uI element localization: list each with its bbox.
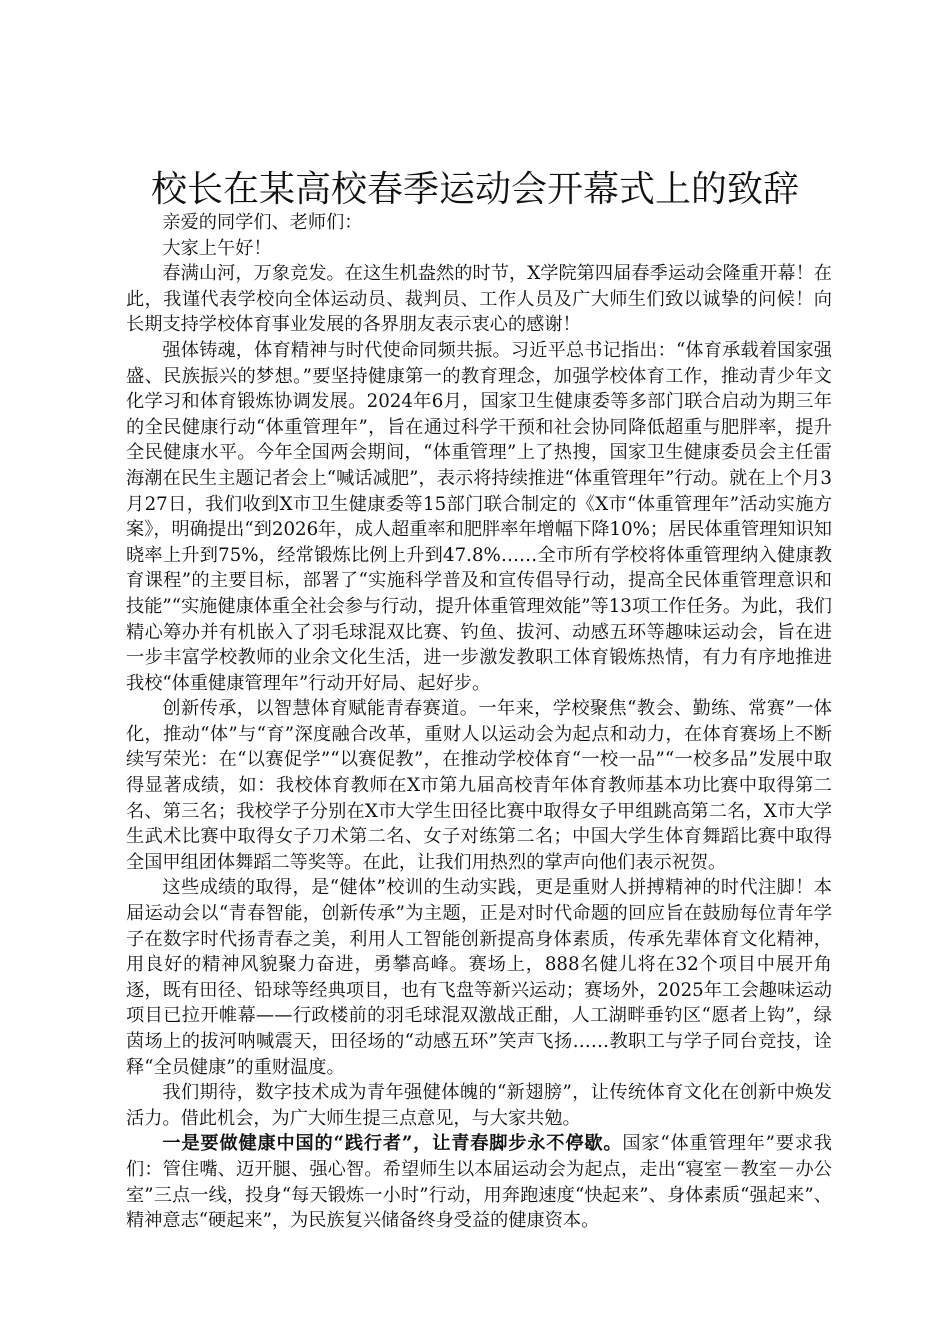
paragraph-point-one — [126, 1131, 832, 1233]
paragraph-sports-spirit: 强体铸魂，体育精神与时代使命同频共振。习近平总书记指出：“体育承载着国家强盛、民族振兴的梦想。”要坚持健康第一的教育理念，加强学校体育工作，推动青少年文化学习和体育锻炼协调发展。2024年6月，国家卫生健康委等多部门联合启动为期三年的全民健康行动“体重管理年”，旨在通过科学干预和社会协同降低超重与肥胖率，提升全民健康水平。今年全国两会期间，“体重管理”上了热搜，国家卫生健康委员会主任雷海潮在民生主题记者会上“喊话减肥”，表示将持续推进“体重管理年”行动。就在上个月3月27日，我们收到X市卫生健康委等15部门联合制定的《X市“体重管理年”活动实施方案》，明确提出“到2026年，成人超重率和肥胖率年增幅下降10%；居民体重管理知识知晓率上升到75%，经常锻炼比例上升到47.8%……全市所有学校将体重管理纳入健康教育课程”的主要目标，部署了“实施科学普及和宣传倡导行动，提高全民体重管理意识和技能”“实施健康体重全社会参与行动，提升体重管理效能”等13项工作任务。为此，我们精心筹办并有机嵌入了羽毛球混双比赛、钓鱼、拔河、动感五环等趣味运动会，旨在进一步丰富学校教师的业余文化生活，进一步激发教职工体育锻炼热情，有力有序地推进我校“体重健康管理年”行动开好局、起好步。 — [126, 339, 832, 694]
point-one-lead: 一是要做健康中国的“践行者”，让青春脚步永不停歇。 — [162, 1133, 623, 1155]
paragraph-opening: 春满山河，万象竞发。在这生机盎然的时节，X学院第四届春季运动会隆重开幕！在此，我谨代表学校向全体运动员、裁判员、工作人员及广大师生们致以诚挚的问候！向长期支持学校体育事业发展的各界朋友表示衷心的感谢！ — [126, 263, 832, 336]
greeting: 大家上午好！ — [162, 237, 272, 259]
document-body — [126, 210, 832, 1234]
salutation: 亲爱的同学们、老师们： — [162, 212, 363, 233]
point-one-text: 国家“体重管理年”要求我们：管住嘴、迈开腿、强心智。希望师生以本届运动会为起点，走出“寝室－教室－办公室”三点一线，投身“每天锻炼一小时”行动，用奔跑速度“快起来”、身体素质“强起来”、精神意志“硬起来”，为民族复兴储备终身受益的健康资本。 — [126, 1133, 832, 1232]
paragraph-achievements: 创新传承，以智慧体育赋能青春赛道。一年来，学校聚焦“教会、勤练、常赛”一体化，推动“体”与“育”深度融合改革，重财人以运动会为起点和动力，在体育赛场上不断续写荣光：在“以赛促学”“以赛促教”，在推动学校体育“一校一品”“一校多品”发展中取得显著成绩，如：我校体育教师在X市第九届高校青年体育教师基本功比赛中取得第二名、第三名；我校学子分别在X市大学生田径比赛中取得女子甲组跳高第二名，X市大学生武术比赛中取得女子刀术第二名、女子对练第二名；中国大学生体育舞蹈比赛中取得全国甲组团体舞蹈二等奖等。在此，让我们用热烈的掌声向他们表示祝贺。 — [126, 698, 832, 873]
paragraph-expectation: 我们期待，数字技术成为青年强健体魄的“新翅膀”，让传统体育文化在创新中焕发活力。借此机会，为广大师生提三点意见，与大家共勉。 — [126, 1082, 832, 1129]
document-title: 校长在某高校春季运动会开幕式上的致辞 — [150, 169, 799, 210]
paragraph-theme: 这些成绩的取得，是“健体”校训的生动实践，更是重财人拼搏精神的时代注脚！本届运动会以“青春智能，创新传承”为主题，正是对时代命题的回应旨在鼓励每位青年学子在数字时代扬青春之美，利用人工智能创新提高身体素质，传承先辈体育文化精神，用良好的精神风貌聚力奋进，勇攀高峰。赛场上，888名健儿将在32个项目中展开角逐，既有田径、铅球等经典项目，也有飞盘等新兴运动；赛场外，2025年工会趣味运动项目已拉开帷幕——行政楼前的羽毛球混双激战正酣，人工湖畔垂钓区“愿者上钩”，绿茵场上的拔河呐喊震天，田径场的“动感五环”笑声飞扬……教职工与学子同台竞技，诠释“全员健康”的重财温度。 — [126, 877, 832, 1078]
